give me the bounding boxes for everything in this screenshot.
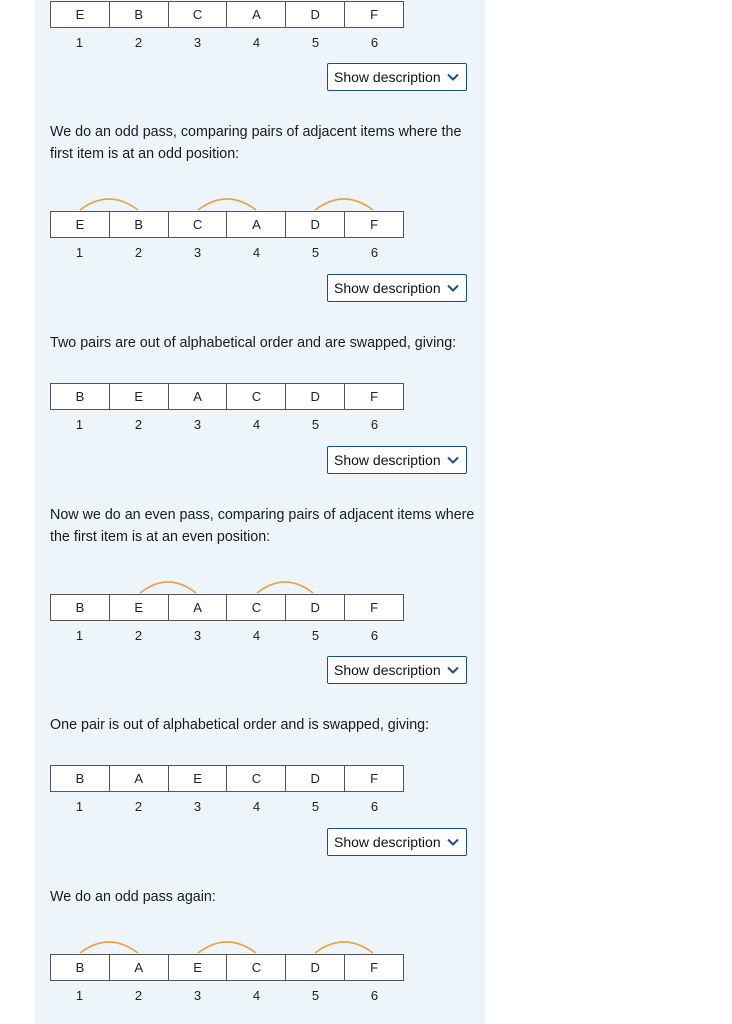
show-description-label: Show description xyxy=(334,452,441,468)
comparison-arc xyxy=(198,199,256,210)
comparison-arc xyxy=(198,942,256,953)
position-label: 1 xyxy=(75,627,84,643)
position-label: 6 xyxy=(370,987,379,1003)
array-cell: F xyxy=(370,600,379,615)
array-cell: C xyxy=(227,595,286,620)
array-cells xyxy=(50,1,404,28)
position-label: 3 xyxy=(193,244,202,260)
position-label: 5 xyxy=(311,987,320,1003)
array-cell: E xyxy=(110,595,169,620)
position-label: 3 xyxy=(193,416,202,432)
comparison-arcs xyxy=(50,573,404,595)
position-label: 4 xyxy=(252,987,261,1003)
array-cell: A xyxy=(227,212,286,237)
array-cell: A xyxy=(110,955,169,980)
paragraph: One pair is out of alphabetical order and is swapped, giving: xyxy=(50,717,430,733)
show-description-button[interactable] xyxy=(327,63,467,91)
comparison-arc xyxy=(80,942,138,953)
position-label: 5 xyxy=(311,627,320,643)
array-cell: D xyxy=(286,212,345,237)
position-label: 1 xyxy=(75,34,84,50)
array-cell: C xyxy=(227,384,286,409)
position-label: 3 xyxy=(193,34,202,50)
position-label: 6 xyxy=(370,244,379,260)
show-description-button[interactable] xyxy=(327,656,467,684)
position-label: 4 xyxy=(252,798,261,814)
array-cell: B xyxy=(110,212,169,237)
position-labels xyxy=(50,797,404,815)
chevron-down-icon xyxy=(447,455,459,465)
array-cell: F xyxy=(370,771,379,786)
array-cell: D xyxy=(286,955,345,980)
position-label: 1 xyxy=(75,987,84,1003)
position-label: 2 xyxy=(134,627,143,643)
show-description-button[interactable] xyxy=(327,446,467,474)
paragraph: Two pairs are out of alphabetical order and are swapped, giving: xyxy=(50,335,457,351)
array-cell: D xyxy=(286,595,345,620)
position-labels xyxy=(50,33,404,51)
array-cells xyxy=(50,594,404,621)
array-cell: D xyxy=(286,766,345,791)
array-cell: B xyxy=(51,384,110,409)
array-cell: D xyxy=(286,384,345,409)
position-labels xyxy=(50,626,404,644)
position-label: 1 xyxy=(75,798,84,814)
position-labels xyxy=(50,243,404,261)
comparison-arc xyxy=(257,582,313,593)
array-cell: C xyxy=(227,766,286,791)
comparison-arc xyxy=(315,942,373,953)
position-label: 2 xyxy=(134,244,143,260)
array-cells xyxy=(50,211,404,238)
comparison-arcs xyxy=(50,190,404,212)
position-label: 4 xyxy=(252,244,261,260)
show-description-label: Show description xyxy=(334,834,441,850)
position-label: 5 xyxy=(311,416,320,432)
show-description-label: Show description xyxy=(334,69,441,85)
position-label: 2 xyxy=(134,34,143,50)
comparison-arc xyxy=(315,199,373,210)
array-cell: A xyxy=(169,595,228,620)
show-description-label: Show description xyxy=(334,662,441,678)
array-cell: E xyxy=(110,384,169,409)
show-description-button[interactable] xyxy=(327,274,467,302)
array-cell: C xyxy=(169,212,228,237)
position-label: 6 xyxy=(370,798,379,814)
comparison-arcs xyxy=(50,933,404,955)
position-label: 5 xyxy=(311,244,320,260)
array-cell: F xyxy=(370,960,379,975)
array-cell: F xyxy=(370,7,379,22)
position-labels xyxy=(50,986,404,1004)
chevron-down-icon xyxy=(447,283,459,293)
position-label: 3 xyxy=(193,987,202,1003)
show-description-button[interactable] xyxy=(327,828,467,856)
array-cell: C xyxy=(227,955,286,980)
show-description-label: Show description xyxy=(334,280,441,296)
position-label: 4 xyxy=(252,627,261,643)
array-cell: A xyxy=(110,766,169,791)
chevron-down-icon xyxy=(447,837,459,847)
array-cells xyxy=(50,765,404,792)
array-cell: E xyxy=(51,212,110,237)
position-label: 4 xyxy=(252,34,261,50)
position-label: 1 xyxy=(75,416,84,432)
position-label: 4 xyxy=(252,416,261,432)
position-label: 3 xyxy=(193,798,202,814)
content-panel xyxy=(35,0,485,1024)
array-cell: A xyxy=(169,384,228,409)
paragraph: Now we do an even pass, comparing pairs of adjacent items where the first item is at an even position: xyxy=(50,507,475,545)
comparison-arc xyxy=(80,199,138,210)
array-cell: B xyxy=(51,955,110,980)
position-labels xyxy=(50,415,404,433)
paragraph: We do an odd pass again: xyxy=(50,889,216,905)
position-label: 6 xyxy=(370,34,379,50)
paragraph: We do an odd pass, comparing pairs of adjacent items where the first item is at an odd position: xyxy=(50,124,462,162)
position-label: 5 xyxy=(311,34,320,50)
position-label: 2 xyxy=(134,798,143,814)
chevron-down-icon xyxy=(447,72,459,82)
array-cell: B xyxy=(51,766,110,791)
array-cell: D xyxy=(286,2,345,27)
position-label: 5 xyxy=(311,798,320,814)
array-cell: F xyxy=(370,217,379,232)
array-cell: A xyxy=(227,2,286,27)
position-label: 6 xyxy=(370,627,379,643)
chevron-down-icon xyxy=(447,665,459,675)
array-cell: B xyxy=(51,595,110,620)
array-cells xyxy=(50,954,404,981)
array-cell: C xyxy=(169,2,228,27)
array-cell: E xyxy=(169,955,228,980)
position-label: 6 xyxy=(370,416,379,432)
array-cells xyxy=(50,383,404,410)
position-label: 2 xyxy=(134,416,143,432)
comparison-arc xyxy=(140,582,196,593)
position-label: 2 xyxy=(134,987,143,1003)
position-label: 1 xyxy=(75,244,84,260)
position-label: 3 xyxy=(193,627,202,643)
array-cell: F xyxy=(370,389,379,404)
array-cell: E xyxy=(169,766,228,791)
array-cell: B xyxy=(110,2,169,27)
array-cell: E xyxy=(51,2,110,27)
